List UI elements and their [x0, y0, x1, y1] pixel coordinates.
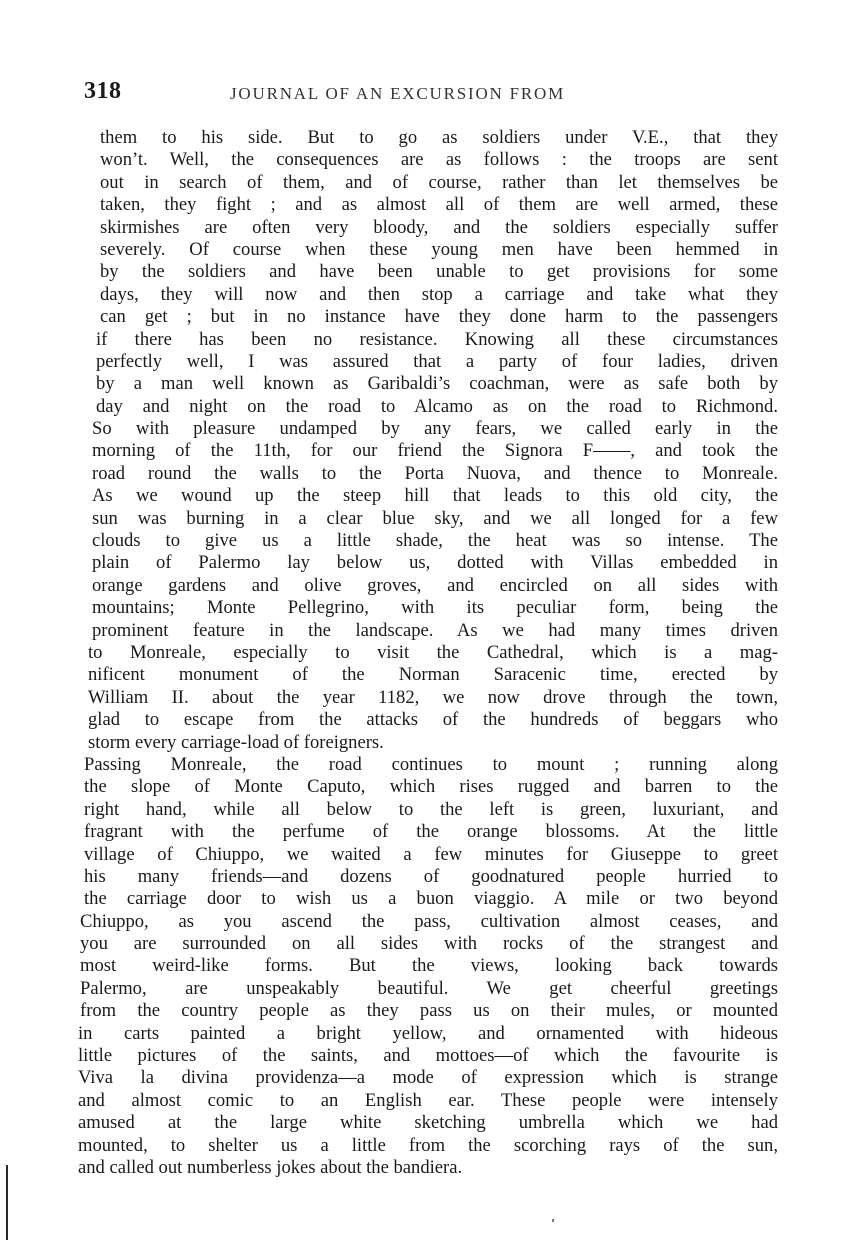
text-line: William II. about the year 1182, we now drove through the town,: [88, 686, 778, 708]
text-line: most weird-like forms. But the views, looking back towards: [80, 955, 778, 977]
text-line: out in search of them, and of course, rather than let themselves be: [100, 171, 778, 193]
text-line: right hand, while all below to the left is green, luxuriant, and: [84, 798, 778, 820]
text-line: nificent monument of the Norman Saracenic time, erected by: [88, 664, 778, 686]
text-line: won’t. Well, the consequences are as follows : the troops are sent: [100, 149, 778, 171]
body-text: [78, 127, 778, 1179]
text-line: sun was burning in a clear blue sky, and we all longed for a few: [92, 507, 778, 529]
binding-edge-mark: [6, 1165, 8, 1240]
text-line: prominent feature in the landscape. As we had many times driven: [92, 619, 778, 641]
page-header: [84, 78, 784, 108]
text-line: storm every carriage-load of foreigners.: [88, 731, 384, 753]
text-line: Palermo, are unspeakably beautiful. We get cheerful greetings: [80, 977, 778, 999]
text-line: from the country people as they pass us on their mules, or mounted: [80, 1000, 778, 1022]
text-line: the carriage door to wish us a buon viaggio. A mile or two beyond: [84, 888, 778, 910]
text-line: to Monreale, especially to visit the Cathedral, which is a mag-: [88, 641, 778, 663]
text-line: his many friends—and dozens of goodnatured people hurried to: [84, 865, 778, 887]
text-line: days, they will now and then stop a carriage and take what they: [100, 283, 778, 305]
text-line: by the soldiers and have been unable to get provisions for some: [100, 261, 778, 283]
text-line: village of Chiuppo, we waited a few minutes for Giuseppe to greet: [84, 843, 778, 865]
text-line: skirmishes are often very bloody, and the soldiers especially suffer: [100, 216, 778, 238]
text-line: amused at the large white sketching umbrella which we had: [78, 1112, 778, 1134]
text-line: day and night on the road to Alcamo as on the road to Richmond.: [96, 395, 778, 417]
print-speck: [552, 1219, 554, 1222]
text-line: orange gardens and olive groves, and encircled on all sides with: [92, 574, 778, 596]
text-line: road round the walls to the Porta Nuova, and thence to Monreale.: [92, 462, 778, 484]
text-line: plain of Palermo lay below us, dotted with Villas embedded in: [92, 552, 778, 574]
text-line: taken, they fight ; and as almost all of them are well armed, these: [100, 194, 778, 216]
text-line: fragrant with the perfume of the orange blossoms. At the little: [84, 821, 778, 843]
text-line: mountains; Monte Pellegrino, with its peculiar form, being the: [92, 597, 778, 619]
text-line: Passing Monreale, the road continues to mount ; running along: [84, 753, 778, 775]
text-line: the slope of Monte Caputo, which rises rugged and barren to the: [84, 776, 778, 798]
text-line: and almost comic to an English ear. These people were intensely: [78, 1089, 778, 1111]
text-line: As we wound up the steep hill that leads to this old city, the: [92, 485, 778, 507]
text-line: morning of the 11th, for our friend the Signora F——, and took the: [92, 440, 778, 462]
text-line: in carts painted a bright yellow, and ornamented with hideous: [78, 1022, 778, 1044]
text-line: them to his side. But to go as soldiers under V.E., that they: [100, 127, 778, 148]
text-line: can get ; but in no instance have they done harm to the passengers: [100, 306, 778, 328]
running-head: JOURNAL OF AN EXCURSION FROM: [230, 84, 566, 103]
text-line: clouds to give us a little shade, the heat was so intense. The: [92, 530, 778, 552]
text-line: Viva la divina providenza—a mode of expression which is strange: [78, 1067, 778, 1089]
text-line: and called out numberless jokes about the bandiera.: [78, 1156, 463, 1178]
text-line: you are surrounded on all sides with rocks of the strangest and: [80, 933, 778, 955]
text-line: mounted, to shelter us a little from the scorching rays of the sun,: [78, 1134, 778, 1156]
page-number: 318: [84, 78, 122, 104]
text-line: little pictures of the saints, and mottoes—of which the favourite is: [78, 1045, 778, 1067]
text-line: glad to escape from the attacks of the hundreds of beggars who: [88, 709, 778, 731]
text-line: So with pleasure undamped by any fears, we called early in the: [92, 418, 778, 440]
text-line: perfectly well, I was assured that a party of four ladies, driven: [96, 350, 778, 372]
text-line: if there has been no resistance. Knowing all these circumstances: [96, 328, 778, 350]
text-line: by a man well known as Garibaldi’s coachman, were as safe both by: [96, 373, 778, 395]
text-line: severely. Of course when these young men have been hemmed in: [100, 238, 778, 260]
text-line: Chiuppo, as you ascend the pass, cultivation almost ceases, and: [80, 910, 778, 932]
